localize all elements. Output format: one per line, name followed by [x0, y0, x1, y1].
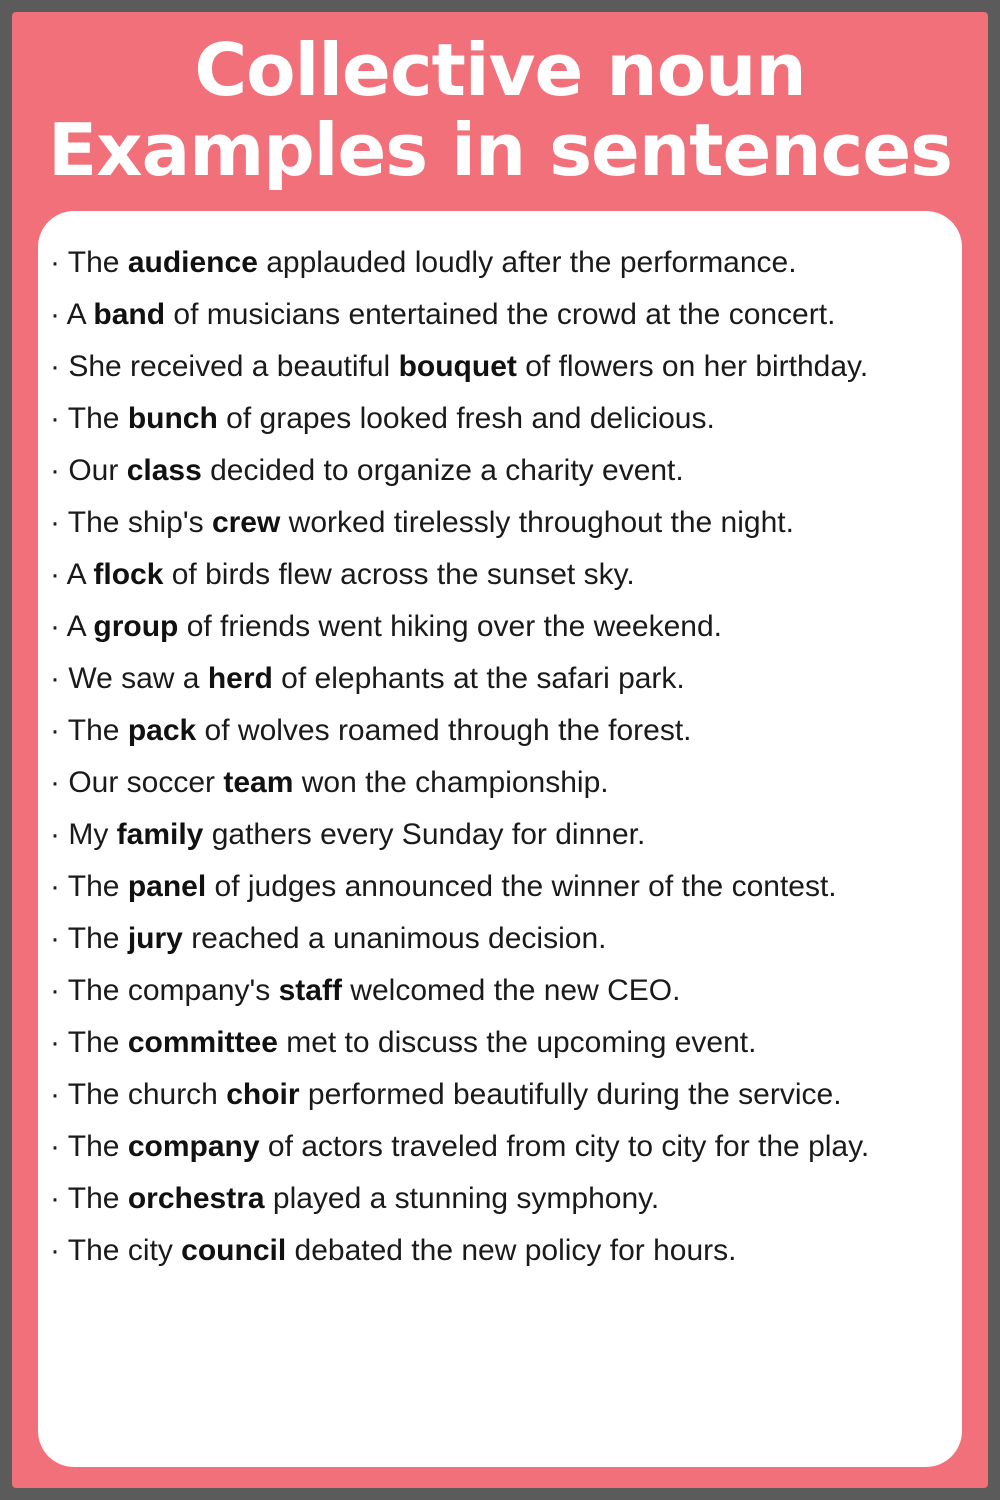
collective-noun: committee	[127, 1026, 278, 1059]
collective-noun: team	[223, 766, 294, 799]
sentence-text-before: The	[67, 246, 128, 279]
sentence-text-before: The	[67, 1026, 128, 1059]
sentence-text-before: Our	[68, 454, 127, 487]
sentence-item	[50, 1121, 955, 1173]
sentence-text-before: We saw a	[68, 662, 208, 695]
bullet-marker: ·	[50, 1130, 68, 1163]
title-line-1: Collective noun	[194, 28, 806, 112]
collective-noun: panel	[127, 870, 207, 903]
bullet-marker: ·	[50, 922, 68, 955]
bullet-marker: ·	[50, 298, 67, 331]
bullet-marker: ·	[50, 246, 68, 279]
sentence-text-before: My	[68, 818, 117, 851]
bullet-marker: ·	[50, 870, 68, 903]
sentence-text-before: The	[67, 714, 128, 747]
sentence-item	[50, 861, 955, 913]
bullet-marker: ·	[50, 610, 67, 643]
sentence-text-before: The ship's	[67, 506, 212, 539]
collective-noun: staff	[278, 974, 342, 1007]
sentence-text-before: A	[66, 558, 94, 591]
collective-noun: crew	[211, 506, 281, 539]
collective-noun: bouquet	[398, 350, 517, 383]
sentence-text-before: The church	[67, 1078, 227, 1111]
bullet-marker: ·	[50, 1234, 68, 1267]
sentence-text-after: of actors traveled from city to city for the play.	[259, 1130, 870, 1163]
sentence-card	[38, 211, 962, 1467]
sentence-text-after: performed beautifully during the service.	[299, 1078, 842, 1111]
page-title	[12, 30, 988, 190]
sentence-item	[50, 445, 955, 497]
sentence-item	[50, 809, 955, 861]
sentence-text-after: won the championship.	[293, 766, 609, 799]
collective-noun: group	[93, 610, 179, 643]
bullet-marker: ·	[50, 714, 68, 747]
bullet-marker: ·	[50, 818, 69, 851]
sentence-text-after: of wolves roamed through the forest.	[196, 714, 692, 747]
collective-noun: orchestra	[127, 1182, 265, 1215]
bullet-marker: ·	[50, 1026, 68, 1059]
sentence-item	[50, 1173, 955, 1225]
collective-noun: choir	[226, 1078, 300, 1111]
collective-noun: pack	[127, 714, 197, 747]
sentence-item	[50, 341, 955, 393]
sentence-text-after: applauded loudly after the performance.	[257, 246, 797, 279]
sentence-item	[50, 1069, 955, 1121]
sentence-text-before: A	[66, 610, 94, 643]
bullet-marker: ·	[50, 506, 68, 539]
bullet-marker: ·	[50, 350, 69, 383]
sentence-text-after: of judges announced the winner of the contest.	[206, 870, 837, 903]
sentence-item	[50, 965, 955, 1017]
bullet-marker: ·	[50, 974, 68, 1007]
bullet-marker: ·	[50, 558, 67, 591]
sentence-item	[50, 237, 955, 289]
sentence-text-after: played a stunning symphony.	[264, 1182, 660, 1215]
bullet-marker: ·	[50, 402, 68, 435]
sentence-text-after: debated the new policy for hours.	[286, 1234, 737, 1267]
sentence-item	[50, 601, 955, 653]
sentence-text-before: She received a beautiful	[68, 350, 399, 383]
sentence-text-before: A	[66, 298, 94, 331]
sentence-text-before: The company's	[67, 974, 279, 1007]
sentence-item	[50, 393, 955, 445]
sentence-text-before: The	[67, 922, 128, 955]
sentence-item	[50, 705, 955, 757]
sentence-item	[50, 913, 955, 965]
sentence-item	[50, 653, 955, 705]
sentence-text-after: reached a unanimous decision.	[182, 922, 607, 955]
sentence-text-after: gathers every Sunday for dinner.	[203, 818, 646, 851]
sentence-text-after: of grapes looked fresh and delicious.	[217, 402, 715, 435]
collective-noun: band	[93, 298, 166, 331]
sentence-text-after: welcomed the new CEO.	[341, 974, 681, 1007]
collective-noun: family	[116, 818, 204, 851]
sentence-item	[50, 549, 955, 601]
content-panel	[12, 12, 988, 1488]
collective-noun: council	[181, 1234, 287, 1267]
sentence-list	[50, 237, 955, 1277]
sentence-text-after: met to discuss the upcoming event.	[277, 1026, 757, 1059]
sentence-item	[50, 1017, 955, 1069]
sentence-item	[50, 757, 955, 809]
sentence-text-after: of friends went hiking over the weekend.	[178, 610, 723, 643]
collective-noun: jury	[127, 922, 183, 955]
sentence-text-before: The city	[67, 1234, 182, 1267]
collective-noun: audience	[127, 246, 258, 279]
collective-noun: company	[127, 1130, 260, 1163]
title-line-2: Examples in sentences	[47, 108, 953, 192]
sentence-text-after: decided to organize a charity event.	[201, 454, 684, 487]
sentence-item	[50, 497, 955, 549]
collective-noun: bunch	[127, 402, 218, 435]
sentence-text-after: of musicians entertained the crowd at the concert.	[165, 298, 836, 331]
sentence-text-before: The	[67, 1130, 128, 1163]
sentence-text-before: The	[67, 870, 128, 903]
collective-noun: class	[126, 454, 202, 487]
sentence-text-after: of birds flew across the sunset sky.	[163, 558, 635, 591]
sentence-text-after: of flowers on her birthday.	[516, 350, 869, 383]
collective-noun: herd	[207, 662, 273, 695]
bullet-marker: ·	[50, 1182, 68, 1215]
sentence-item	[50, 289, 955, 341]
bullet-marker: ·	[50, 766, 69, 799]
sentence-text-before: The	[67, 1182, 128, 1215]
bullet-marker: ·	[50, 1078, 68, 1111]
sentence-item	[50, 1225, 955, 1277]
bullet-marker: ·	[50, 662, 69, 695]
sentence-text-before: The	[67, 402, 128, 435]
sentence-text-after: of elephants at the safari park.	[272, 662, 685, 695]
bullet-marker: ·	[50, 454, 69, 487]
sentence-text-before: Our soccer	[68, 766, 224, 799]
collective-noun: flock	[93, 558, 164, 591]
sentence-text-after: worked tirelessly throughout the night.	[280, 506, 794, 539]
